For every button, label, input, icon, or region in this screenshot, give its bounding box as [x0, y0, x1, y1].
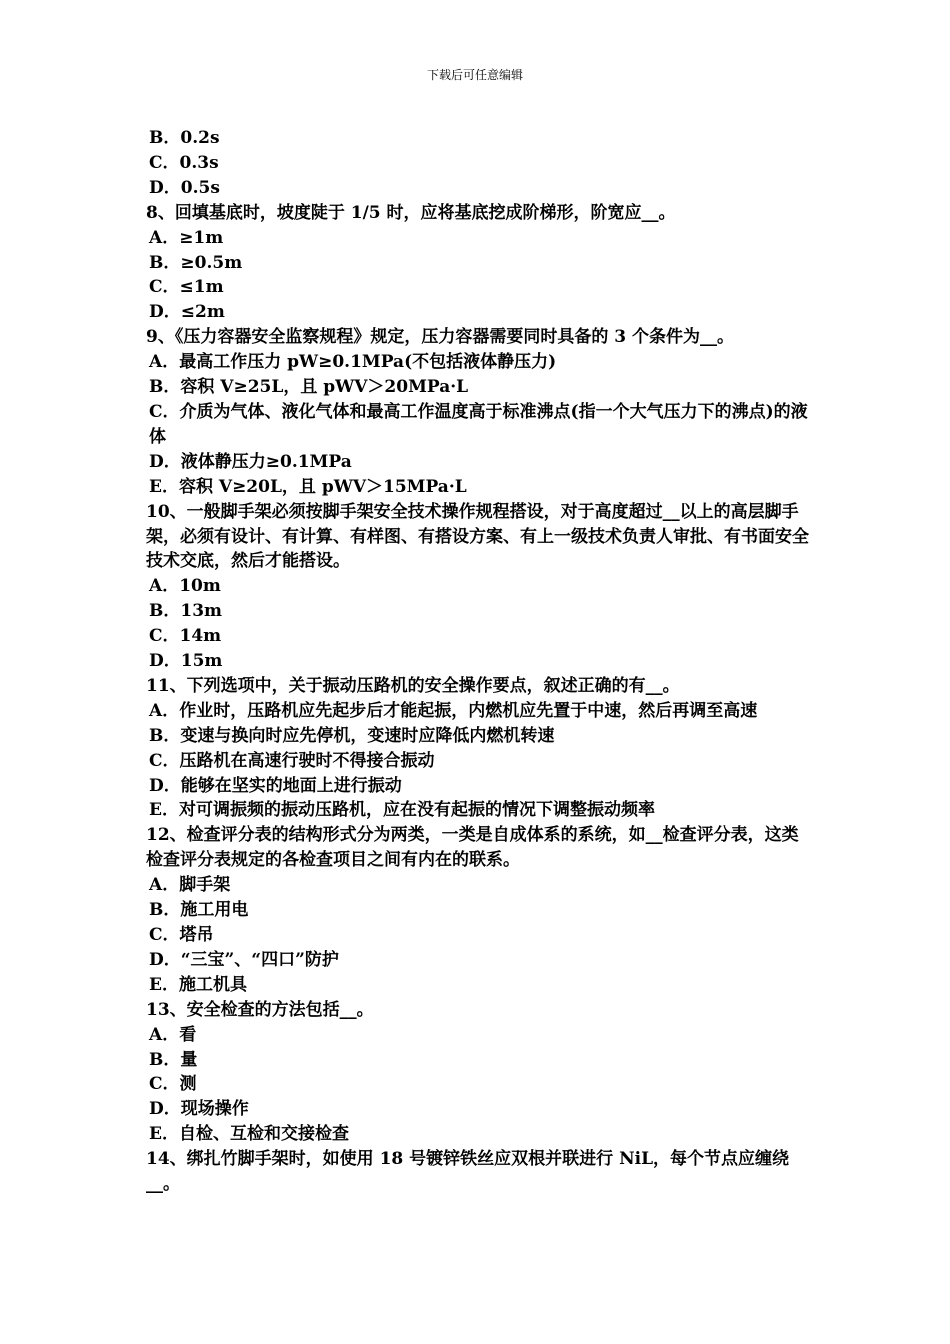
question-list [146, 126, 810, 1197]
answer-option: B．施工用电 [149, 900, 249, 921]
answer-option: E．自检、互检和交接检查 [149, 1124, 349, 1145]
answer-option: B．0.2s [149, 128, 220, 148]
answer-option: C．测 [149, 1074, 197, 1095]
answer-option: D．15m [149, 651, 223, 672]
question-text: 10、一般脚手架必须按脚手架安全技术操作规程搭设，对于高度超过__以上的高层脚手架，必须有设计、有计算、有样图、有搭设方案、有上一级技术负责人审批、有书面安全技术交底，然后才能搭设。 [146, 501, 809, 572]
question-text: 13、安全检查的方法包括__。 [146, 999, 374, 1020]
answer-option: C．塔吊 [149, 925, 214, 945]
answer-option: C．14m [149, 626, 222, 647]
answer-option: B．13m [149, 601, 223, 622]
page-header: 下载后可任意编辑 [426, 68, 523, 82]
answer-option: C．介质为气体、液化气体和最高工作温度高于标准沸点(指一个大气压力下的沸点)的液体 [149, 401, 808, 447]
answer-option: D．0.5s [149, 177, 220, 198]
answer-option: A．脚手架 [149, 875, 231, 896]
answer-option: D．现场操作 [149, 1099, 249, 1120]
answer-option: B．容积 V≥25L，且 pWV＞20MPa·L [149, 377, 469, 398]
answer-option: A．看 [149, 1024, 197, 1045]
answer-option: C．压路机在高速行驶时不得接合振动 [149, 750, 435, 771]
answer-option: E．容积 V≥20L，且 pWV＞15MPa·L [149, 476, 467, 497]
answer-option: C．≤1m [149, 277, 224, 298]
answer-option: A．10m [149, 576, 221, 597]
question-text: 12、检查评分表的结构形式分为两类，一类是自成体系的系统，如__检查评分表，这类检查评分表规定的各检查项目之间有内在的联系。 [146, 825, 799, 871]
answer-option: D．“三宝”、“四口”防护 [149, 949, 339, 970]
answer-option: B．≥0.5m [149, 252, 243, 273]
question-text: 8、回填基底时，坡度陡于 1/5 时，应将基底挖成阶梯形，阶宽应__。 [146, 202, 676, 223]
answer-option: D．液体静压力≥0.1MPa [149, 451, 352, 472]
question-text: 14、绑扎竹脚手架时，如使用 18 号镀锌铁丝应双根并联进行 NiL，每个节点应缠绕__。 [146, 1149, 790, 1195]
question-text: 9、《压力容器安全监察规程》规定，压力容器需要同时具备的 3 个条件为__。 [146, 327, 734, 348]
answer-option: E．施工机具 [149, 974, 247, 995]
answer-option: E．对可调振频的振动压路机，应在没有起振的情况下调整振动频率 [149, 800, 655, 821]
answer-option: D．≤2m [149, 302, 225, 323]
answer-option: D．能够在坚实的地面上进行振动 [149, 775, 402, 796]
answer-option: A．≥1m [149, 227, 224, 248]
answer-option: A．最高工作压力 pW≥0.1MPa(不包括液体静压力) [149, 352, 557, 373]
answer-option: C．0.3s [149, 152, 219, 173]
answer-option: A．作业时，压路机应先起步后才能起振，内燃机应先置于中速，然后再调至高速 [149, 700, 758, 721]
question-text: 11、下列选项中，关于振动压路机的安全操作要点，叙述正确的有__。 [146, 675, 680, 696]
answer-option: B．变速与换向时应先停机，变速时应降低内燃机转速 [149, 725, 555, 746]
answer-option: B．量 [149, 1049, 198, 1070]
